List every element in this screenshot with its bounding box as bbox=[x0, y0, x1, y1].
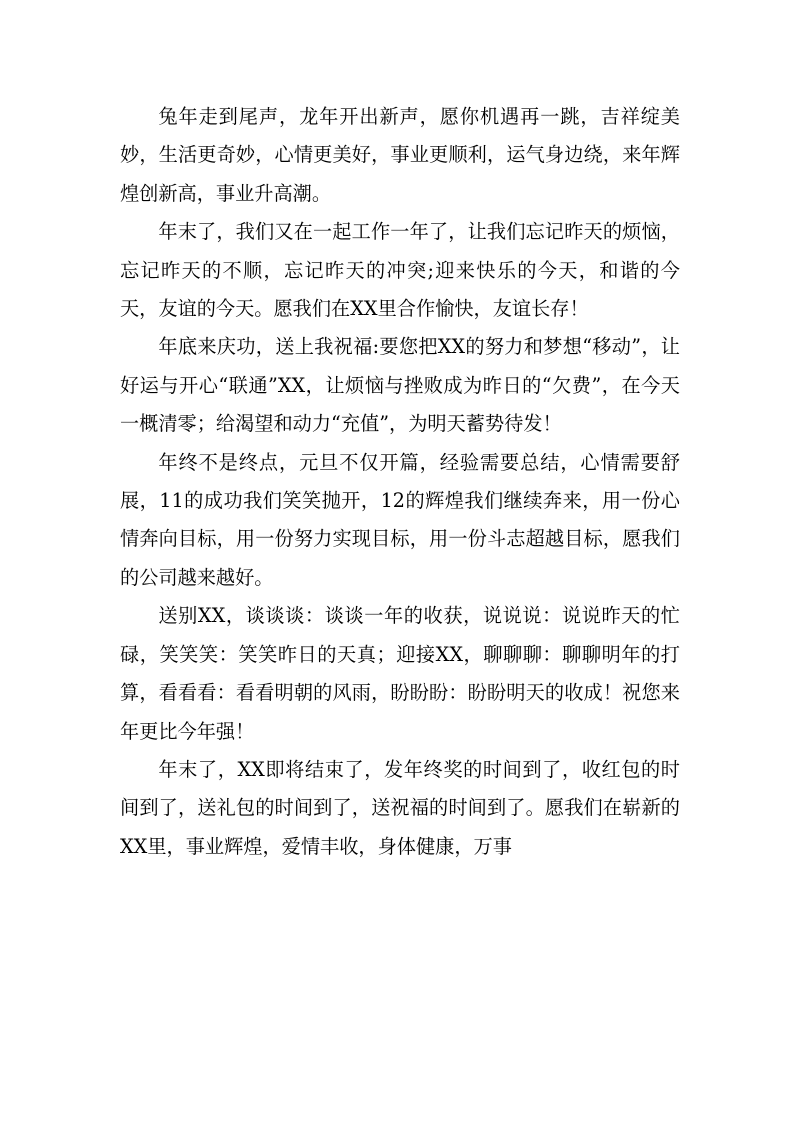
paragraph-year-end-bonus: 年末了，XX即将结束了，发年终奖的时间到了，收红包的时间到了，送礼包的时间到了，送祝福的时间到了。愿我们在崭新的XX里，事业辉煌，爱情丰收，身体健康，万事 bbox=[120, 757, 680, 858]
paragraph-farewell-and-welcome: 送别XX，谈谈谈：谈谈一年的收获，说说说：说说昨天的忙碌，笑笑笑：笑笑昨日的天真；迎接XX，聊聊聊：聊聊明年的打算，看看看：看看明朝的风雨，盼盼盼：盼盼明天的收成！祝您来年更比今年强！ bbox=[120, 604, 680, 743]
document-body bbox=[120, 98, 680, 866]
paragraph-not-the-end: 年终不是终点，元旦不仅开篇，经验需要总结，心情需要舒展，11的成功我们笑笑抛开，12的辉煌我们继续奔来，用一份心情奔向目标，用一份努力实现目标，用一份斗志超越目标，愿我们的公司越来越好。 bbox=[120, 450, 680, 589]
paragraph-year-end-colleagues: 年末了，我们又在一起工作一年了，让我们忘记昨天的烦恼，忘记昨天的不顺，忘记昨天的冲突;迎来快乐的今天，和谐的今天，友谊的今天。愿我们在XX里合作愉快，友谊长存！ bbox=[120, 220, 680, 321]
paragraph-rabbit-year-greeting: 兔年走到尾声，龙年开出新声，愿你机遇再一跳，吉祥绽美妙，生活更奇妙，心情更美好，事业更顺利，运气身边绕，来年辉煌创新高，事业升高潮。 bbox=[120, 105, 680, 205]
paragraph-year-end-celebration: 年底来庆功，送上我祝福:要您把XX的努力和梦想“移动”，让好运与开心“联通”XX，让烦恼与挫败成为昨日的“欠费”，在今天一概清零；给渴望和动力“充值”，为明天蓄势待发！ bbox=[120, 335, 680, 436]
